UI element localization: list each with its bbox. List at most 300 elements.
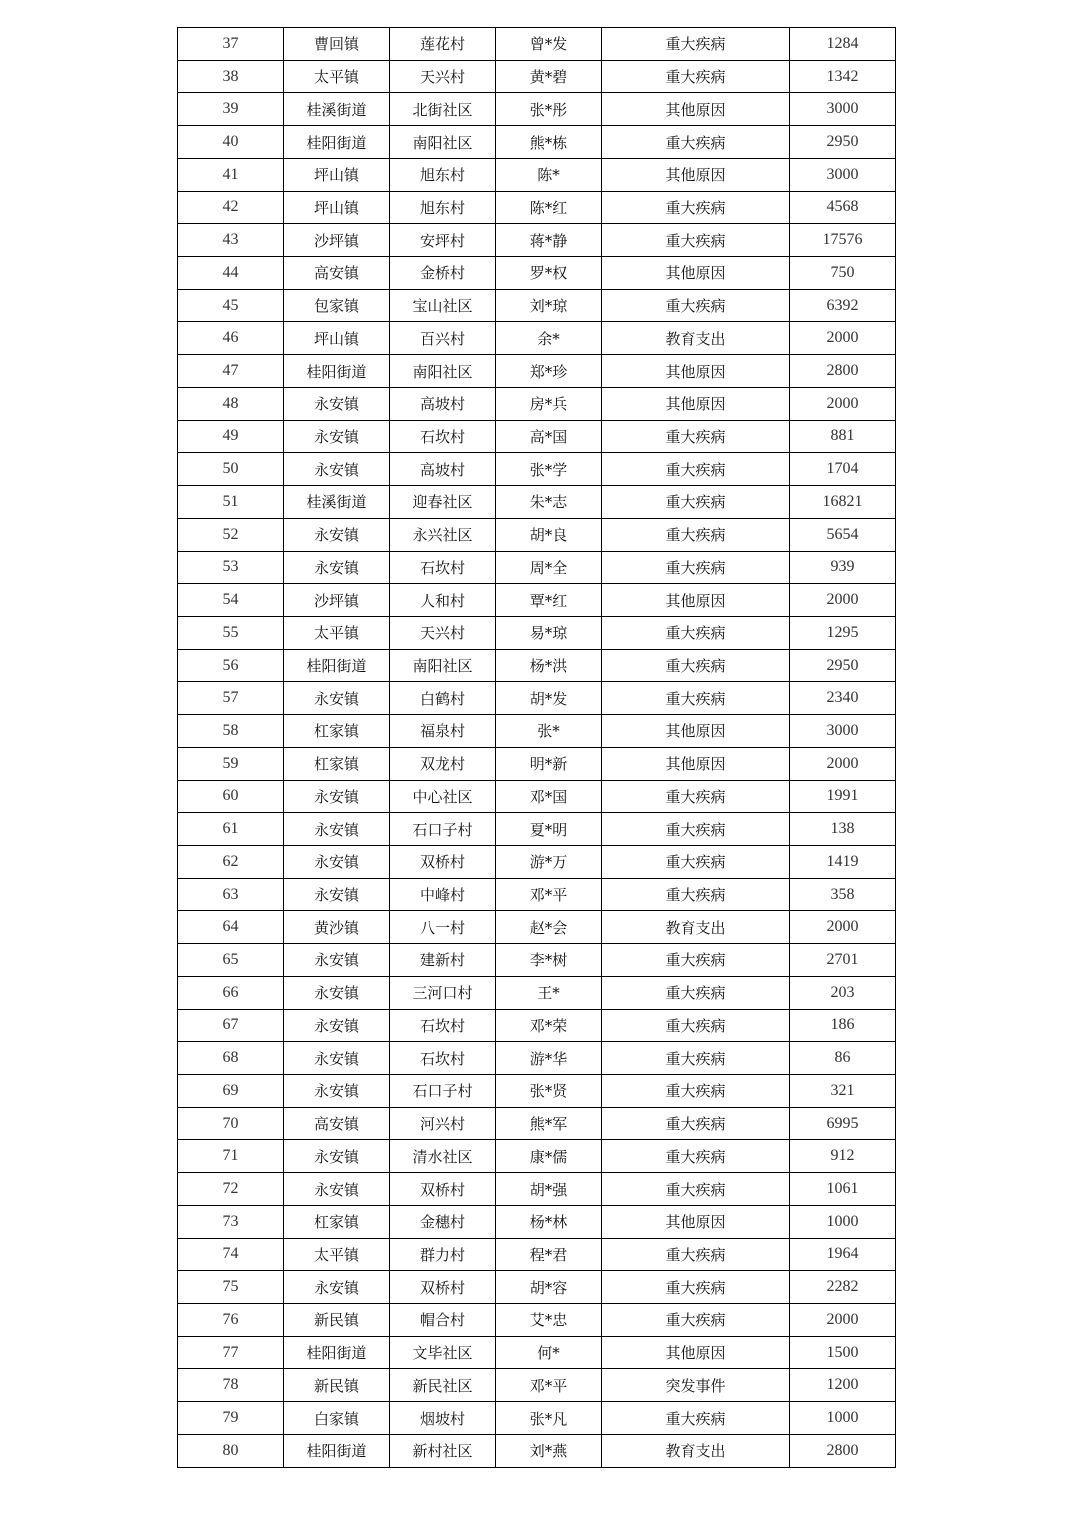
town-cell: 永安镇 [284,1271,390,1304]
amount-cell: 1000 [790,1205,896,1238]
village-cell: 宝山社区 [390,289,496,322]
village-cell: 天兴村 [390,60,496,93]
village-cell: 莲花村 [390,28,496,61]
row-number-cell: 73 [178,1205,284,1238]
village-cell: 建新村 [390,944,496,977]
row-number-cell: 77 [178,1336,284,1369]
reason-cell: 重大疾病 [602,60,790,93]
table-row [178,1042,896,1075]
village-cell: 双桥村 [390,1173,496,1206]
reason-cell: 重大疾病 [602,649,790,682]
table-row [178,1107,896,1140]
reason-cell: 重大疾病 [602,191,790,224]
recipient-name-cell: 邓*平 [496,878,602,911]
town-cell: 杠家镇 [284,715,390,748]
row-number-cell: 51 [178,486,284,519]
table-row [178,682,896,715]
row-number-cell: 56 [178,649,284,682]
row-number-cell: 54 [178,584,284,617]
village-cell: 南阳社区 [390,649,496,682]
amount-cell: 16821 [790,486,896,519]
table-row [178,1434,896,1467]
row-number-cell: 80 [178,1434,284,1467]
recipient-name-cell: 罗*权 [496,257,602,290]
row-number-cell: 58 [178,715,284,748]
table-row [178,257,896,290]
table-row [178,486,896,519]
town-cell: 桂阳街道 [284,126,390,159]
row-number-cell: 67 [178,1009,284,1042]
table-row [178,126,896,159]
row-number-cell: 52 [178,518,284,551]
table-row [178,387,896,420]
town-cell: 坪山镇 [284,322,390,355]
table-row [178,1173,896,1206]
village-cell: 金穗村 [390,1205,496,1238]
table-row [178,616,896,649]
amount-cell: 2000 [790,387,896,420]
town-cell: 沙坪镇 [284,224,390,257]
village-cell: 新民社区 [390,1369,496,1402]
village-cell: 人和村 [390,584,496,617]
reason-cell: 其他原因 [602,387,790,420]
amount-cell: 3000 [790,715,896,748]
town-cell: 曹回镇 [284,28,390,61]
village-cell: 南阳社区 [390,126,496,159]
town-cell: 坪山镇 [284,191,390,224]
village-cell: 旭东村 [390,191,496,224]
village-cell: 烟坡村 [390,1402,496,1435]
table-row [178,911,896,944]
village-cell: 中心社区 [390,780,496,813]
amount-cell: 4568 [790,191,896,224]
town-cell: 杠家镇 [284,747,390,780]
table-row [178,224,896,257]
table-row [178,355,896,388]
table-row [178,976,896,1009]
amount-cell: 2950 [790,126,896,159]
village-cell: 旭东村 [390,158,496,191]
reason-cell: 重大疾病 [602,224,790,257]
amount-cell: 939 [790,551,896,584]
amount-cell: 2000 [790,584,896,617]
reason-cell: 重大疾病 [602,1304,790,1337]
reason-cell: 重大疾病 [602,976,790,1009]
recipient-name-cell: 高*国 [496,420,602,453]
town-cell: 太平镇 [284,616,390,649]
reason-cell: 重大疾病 [602,1173,790,1206]
village-cell: 双桥村 [390,1271,496,1304]
reason-cell: 重大疾病 [602,1075,790,1108]
town-cell: 永安镇 [284,1140,390,1173]
town-cell: 桂阳街道 [284,355,390,388]
town-cell: 太平镇 [284,1238,390,1271]
town-cell: 包家镇 [284,289,390,322]
row-number-cell: 69 [178,1075,284,1108]
town-cell: 沙坪镇 [284,584,390,617]
amount-cell: 1500 [790,1336,896,1369]
reason-cell: 重大疾病 [602,682,790,715]
amount-cell: 1419 [790,845,896,878]
reason-cell: 重大疾病 [602,289,790,322]
amount-cell: 1000 [790,1402,896,1435]
village-cell: 石口子村 [390,813,496,846]
row-number-cell: 48 [178,387,284,420]
town-cell: 黄沙镇 [284,911,390,944]
town-cell: 桂阳街道 [284,649,390,682]
amount-cell: 1061 [790,1173,896,1206]
amount-cell: 1295 [790,616,896,649]
recipient-name-cell: 艾*忠 [496,1304,602,1337]
reason-cell: 其他原因 [602,584,790,617]
amount-cell: 203 [790,976,896,1009]
amount-cell: 3000 [790,93,896,126]
village-cell: 帽合村 [390,1304,496,1337]
village-cell: 石坎村 [390,1009,496,1042]
amount-cell: 6995 [790,1107,896,1140]
town-cell: 新民镇 [284,1304,390,1337]
town-cell: 永安镇 [284,780,390,813]
reason-cell: 重大疾病 [602,28,790,61]
reason-cell: 突发事件 [602,1369,790,1402]
reason-cell: 重大疾病 [602,1009,790,1042]
reason-cell: 其他原因 [602,715,790,748]
town-cell: 永安镇 [284,878,390,911]
row-number-cell: 47 [178,355,284,388]
town-cell: 永安镇 [284,518,390,551]
village-cell: 八一村 [390,911,496,944]
table-row [178,93,896,126]
town-cell: 高安镇 [284,1107,390,1140]
row-number-cell: 42 [178,191,284,224]
reason-cell: 重大疾病 [602,813,790,846]
recipient-name-cell: 杨*洪 [496,649,602,682]
recipient-name-cell: 胡*发 [496,682,602,715]
assistance-table [177,27,896,1468]
row-number-cell: 39 [178,93,284,126]
table-row [178,551,896,584]
amount-cell: 138 [790,813,896,846]
recipient-name-cell: 胡*容 [496,1271,602,1304]
reason-cell: 其他原因 [602,355,790,388]
recipient-name-cell: 胡*强 [496,1173,602,1206]
reason-cell: 重大疾病 [602,780,790,813]
recipient-name-cell: 陈* [496,158,602,191]
row-number-cell: 55 [178,616,284,649]
row-number-cell: 68 [178,1042,284,1075]
town-cell: 永安镇 [284,1173,390,1206]
town-cell: 永安镇 [284,1009,390,1042]
reason-cell: 其他原因 [602,1336,790,1369]
reason-cell: 重大疾病 [602,878,790,911]
reason-cell: 重大疾病 [602,551,790,584]
village-cell: 新村社区 [390,1434,496,1467]
reason-cell: 其他原因 [602,747,790,780]
table-row [178,322,896,355]
reason-cell: 重大疾病 [602,518,790,551]
amount-cell: 2800 [790,1434,896,1467]
row-number-cell: 41 [178,158,284,191]
town-cell: 永安镇 [284,1075,390,1108]
table-row [178,518,896,551]
village-cell: 白鹤村 [390,682,496,715]
town-cell: 永安镇 [284,551,390,584]
recipient-name-cell: 邓*平 [496,1369,602,1402]
table-row [178,453,896,486]
row-number-cell: 38 [178,60,284,93]
town-cell: 桂溪街道 [284,486,390,519]
amount-cell: 2000 [790,747,896,780]
town-cell: 杠家镇 [284,1205,390,1238]
recipient-name-cell: 游*万 [496,845,602,878]
amount-cell: 17576 [790,224,896,257]
recipient-name-cell: 张*贤 [496,1075,602,1108]
reason-cell: 教育支出 [602,1434,790,1467]
row-number-cell: 70 [178,1107,284,1140]
village-cell: 三河口村 [390,976,496,1009]
table-row [178,1402,896,1435]
reason-cell: 重大疾病 [602,1140,790,1173]
table-row [178,813,896,846]
recipient-name-cell: 王* [496,976,602,1009]
reason-cell: 重大疾病 [602,944,790,977]
table-row [178,845,896,878]
row-number-cell: 62 [178,845,284,878]
table-row [178,878,896,911]
village-cell: 石坎村 [390,420,496,453]
amount-cell: 321 [790,1075,896,1108]
table-row [178,28,896,61]
recipient-name-cell: 刘*燕 [496,1434,602,1467]
recipient-name-cell: 周*全 [496,551,602,584]
row-number-cell: 44 [178,257,284,290]
village-cell: 文毕社区 [390,1336,496,1369]
recipient-name-cell: 熊*栋 [496,126,602,159]
village-cell: 双龙村 [390,747,496,780]
reason-cell: 重大疾病 [602,420,790,453]
recipient-name-cell: 覃*红 [496,584,602,617]
amount-cell: 6392 [790,289,896,322]
village-cell: 天兴村 [390,616,496,649]
village-cell: 永兴社区 [390,518,496,551]
table-row [178,1009,896,1042]
table-body [178,28,896,1468]
amount-cell: 2000 [790,1304,896,1337]
recipient-name-cell: 郑*珍 [496,355,602,388]
reason-cell: 重大疾病 [602,1402,790,1435]
reason-cell: 重大疾病 [602,1271,790,1304]
village-cell: 石口子村 [390,1075,496,1108]
reason-cell: 重大疾病 [602,1042,790,1075]
row-number-cell: 64 [178,911,284,944]
town-cell: 永安镇 [284,453,390,486]
table-row [178,944,896,977]
amount-cell: 881 [790,420,896,453]
town-cell: 桂阳街道 [284,1434,390,1467]
recipient-name-cell: 刘*琼 [496,289,602,322]
row-number-cell: 71 [178,1140,284,1173]
table-row [178,715,896,748]
recipient-name-cell: 易*琼 [496,616,602,649]
town-cell: 永安镇 [284,1042,390,1075]
reason-cell: 其他原因 [602,257,790,290]
recipient-name-cell: 杨*林 [496,1205,602,1238]
table-row [178,1238,896,1271]
reason-cell: 重大疾病 [602,126,790,159]
village-cell: 清水社区 [390,1140,496,1173]
town-cell: 永安镇 [284,845,390,878]
village-cell: 高坡村 [390,453,496,486]
amount-cell: 5654 [790,518,896,551]
village-cell: 石坎村 [390,1042,496,1075]
row-number-cell: 66 [178,976,284,1009]
table-row [178,649,896,682]
village-cell: 南阳社区 [390,355,496,388]
town-cell: 坪山镇 [284,158,390,191]
town-cell: 太平镇 [284,60,390,93]
reason-cell: 重大疾病 [602,616,790,649]
village-cell: 北街社区 [390,93,496,126]
table-row [178,1075,896,1108]
table-row [178,1304,896,1337]
table-row [178,191,896,224]
village-cell: 迎春社区 [390,486,496,519]
table-row [178,1336,896,1369]
recipient-name-cell: 陈*红 [496,191,602,224]
table-row [178,1205,896,1238]
row-number-cell: 57 [178,682,284,715]
recipient-name-cell: 张* [496,715,602,748]
row-number-cell: 49 [178,420,284,453]
row-number-cell: 75 [178,1271,284,1304]
recipient-name-cell: 赵*会 [496,911,602,944]
row-number-cell: 45 [178,289,284,322]
amount-cell: 186 [790,1009,896,1042]
table-row [178,158,896,191]
village-cell: 高坡村 [390,387,496,420]
reason-cell: 重大疾病 [602,845,790,878]
amount-cell: 2282 [790,1271,896,1304]
recipient-name-cell: 余* [496,322,602,355]
row-number-cell: 61 [178,813,284,846]
village-cell: 河兴村 [390,1107,496,1140]
recipient-name-cell: 游*华 [496,1042,602,1075]
reason-cell: 重大疾病 [602,486,790,519]
amount-cell: 2800 [790,355,896,388]
town-cell: 永安镇 [284,944,390,977]
row-number-cell: 50 [178,453,284,486]
row-number-cell: 40 [178,126,284,159]
recipient-name-cell: 张*彤 [496,93,602,126]
town-cell: 桂阳街道 [284,1336,390,1369]
recipient-name-cell: 李*树 [496,944,602,977]
amount-cell: 1991 [790,780,896,813]
town-cell: 白家镇 [284,1402,390,1435]
town-cell: 永安镇 [284,682,390,715]
amount-cell: 3000 [790,158,896,191]
village-cell: 百兴村 [390,322,496,355]
amount-cell: 2000 [790,911,896,944]
town-cell: 永安镇 [284,813,390,846]
recipient-name-cell: 熊*军 [496,1107,602,1140]
amount-cell: 750 [790,257,896,290]
table-row [178,780,896,813]
recipient-name-cell: 夏*明 [496,813,602,846]
town-cell: 高安镇 [284,257,390,290]
table-row [178,420,896,453]
table-row [178,747,896,780]
row-number-cell: 59 [178,747,284,780]
row-number-cell: 72 [178,1173,284,1206]
village-cell: 双桥村 [390,845,496,878]
village-cell: 福泉村 [390,715,496,748]
recipient-name-cell: 张*学 [496,453,602,486]
recipient-name-cell: 康*儒 [496,1140,602,1173]
recipient-name-cell: 明*新 [496,747,602,780]
row-number-cell: 78 [178,1369,284,1402]
recipient-name-cell: 张*凡 [496,1402,602,1435]
row-number-cell: 63 [178,878,284,911]
recipient-name-cell: 房*兵 [496,387,602,420]
recipient-name-cell: 朱*志 [496,486,602,519]
recipient-name-cell: 程*君 [496,1238,602,1271]
row-number-cell: 46 [178,322,284,355]
recipient-name-cell: 胡*良 [496,518,602,551]
amount-cell: 1200 [790,1369,896,1402]
reason-cell: 其他原因 [602,158,790,191]
village-cell: 中峰村 [390,878,496,911]
table-row [178,1271,896,1304]
row-number-cell: 79 [178,1402,284,1435]
amount-cell: 1284 [790,28,896,61]
town-cell: 永安镇 [284,387,390,420]
amount-cell: 2950 [790,649,896,682]
reason-cell: 重大疾病 [602,1107,790,1140]
reason-cell: 重大疾病 [602,453,790,486]
table-row [178,1369,896,1402]
recipient-name-cell: 黄*碧 [496,60,602,93]
row-number-cell: 76 [178,1304,284,1337]
amount-cell: 2000 [790,322,896,355]
amount-cell: 1704 [790,453,896,486]
town-cell: 新民镇 [284,1369,390,1402]
amount-cell: 2701 [790,944,896,977]
amount-cell: 2340 [790,682,896,715]
row-number-cell: 53 [178,551,284,584]
town-cell: 永安镇 [284,976,390,1009]
recipient-name-cell: 邓*国 [496,780,602,813]
amount-cell: 1964 [790,1238,896,1271]
reason-cell: 其他原因 [602,1205,790,1238]
reason-cell: 教育支出 [602,322,790,355]
amount-cell: 1342 [790,60,896,93]
table-row [178,584,896,617]
village-cell: 金桥村 [390,257,496,290]
recipient-name-cell: 何* [496,1336,602,1369]
row-number-cell: 43 [178,224,284,257]
reason-cell: 其他原因 [602,93,790,126]
row-number-cell: 60 [178,780,284,813]
row-number-cell: 37 [178,28,284,61]
amount-cell: 912 [790,1140,896,1173]
row-number-cell: 65 [178,944,284,977]
reason-cell: 重大疾病 [602,1238,790,1271]
table-row [178,60,896,93]
town-cell: 永安镇 [284,420,390,453]
town-cell: 桂溪街道 [284,93,390,126]
amount-cell: 358 [790,878,896,911]
row-number-cell: 74 [178,1238,284,1271]
